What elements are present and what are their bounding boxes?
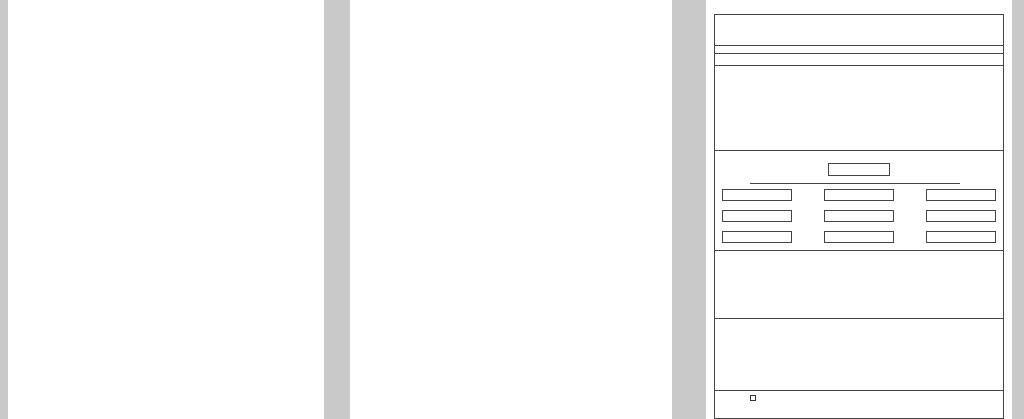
org-box: [926, 231, 996, 243]
divider: [714, 390, 1004, 391]
project-approval-sheet: [706, 0, 1012, 419]
decider-box: [828, 163, 890, 176]
org-box: [722, 231, 792, 243]
form-number: [303, 30, 306, 43]
org-box: [926, 210, 996, 222]
org-box: [824, 231, 894, 243]
org-connector: [750, 183, 960, 184]
divider: [714, 250, 1004, 251]
divider: [714, 318, 1004, 319]
org-box: [824, 189, 894, 201]
approve-option[interactable]: [750, 395, 757, 402]
org-box: [926, 189, 996, 201]
org-box: [722, 210, 792, 222]
divider: [714, 45, 1004, 46]
divider: [714, 65, 1004, 66]
divider: [714, 150, 1004, 151]
form-number: [655, 34, 658, 47]
org-box: [722, 189, 792, 201]
divider: [714, 53, 1004, 54]
planning-form-sheet: [8, 0, 324, 419]
spec-exchange-sheet: [350, 0, 672, 419]
org-box: [824, 210, 894, 222]
